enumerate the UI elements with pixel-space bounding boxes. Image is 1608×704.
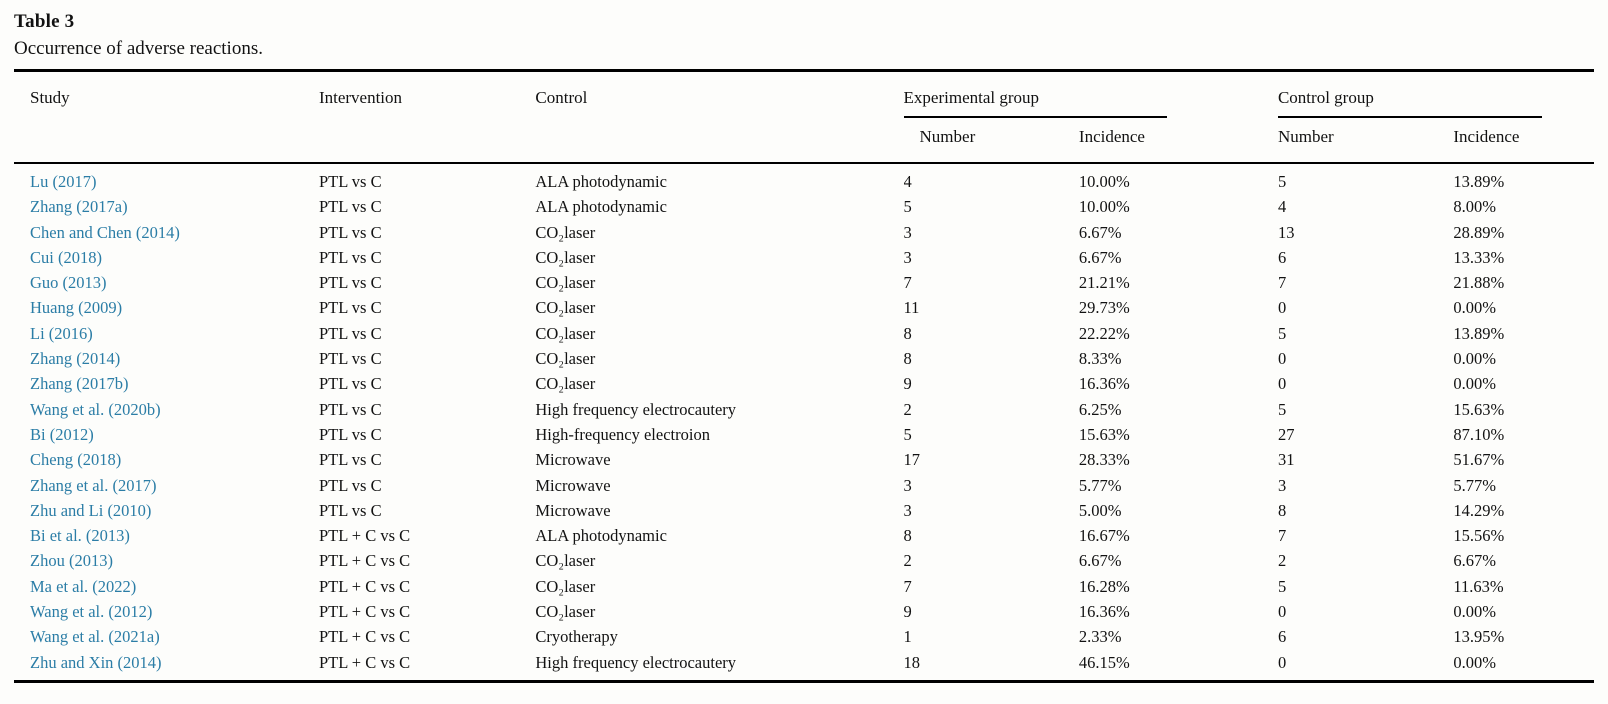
cell-filler bbox=[1542, 245, 1594, 270]
cell-spacer bbox=[1167, 295, 1278, 320]
cell-ctrl-number: 5 bbox=[1277, 172, 1287, 191]
cell-exp-incidence: 8.33% bbox=[1078, 349, 1122, 369]
cell-filler bbox=[1542, 599, 1594, 624]
table-row bbox=[14, 346, 1594, 371]
table-row bbox=[14, 624, 1594, 649]
table-row bbox=[14, 498, 1594, 523]
cell-exp-incidence: 6.67% bbox=[1078, 247, 1122, 267]
study-citation-link[interactable]: Cui (2018) bbox=[30, 247, 102, 267]
cell-exp-number: 5 bbox=[903, 197, 912, 217]
table-row bbox=[14, 163, 1594, 194]
cell-control: CO₂laser bbox=[535, 222, 596, 242]
cell-filler bbox=[1542, 473, 1594, 498]
cell-spacer bbox=[1167, 574, 1278, 599]
cell-filler bbox=[1542, 548, 1594, 573]
cell-intervention: PTL + C vs C bbox=[318, 576, 411, 596]
cell-exp-number: 7 bbox=[903, 576, 912, 596]
table-row bbox=[14, 220, 1594, 245]
cell-ctrl-number: 5 bbox=[1277, 399, 1287, 419]
cell-intervention: PTL + C vs C bbox=[318, 627, 411, 647]
column-filler bbox=[1542, 71, 1594, 164]
cell-filler bbox=[1542, 624, 1594, 649]
cell-control: CO₂laser bbox=[535, 298, 596, 318]
cell-control: High frequency electrocautery bbox=[535, 652, 737, 672]
cell-control: Cryotherapy bbox=[535, 627, 618, 647]
cell-exp-incidence: 15.63% bbox=[1078, 424, 1130, 444]
cell-ctrl-number: 0 bbox=[1277, 298, 1287, 318]
cell-control: ALA photodynamic bbox=[535, 526, 667, 546]
cell-filler bbox=[1542, 650, 1594, 682]
cell-spacer bbox=[1167, 447, 1278, 472]
cell-exp-incidence: 5.00% bbox=[1078, 500, 1122, 520]
cell-control: CO₂laser bbox=[535, 273, 596, 293]
adverse-reactions-table bbox=[14, 69, 1594, 683]
cell-intervention: PTL vs C bbox=[318, 197, 382, 217]
study-citation-link[interactable]: Zhu and Li (2010) bbox=[30, 500, 152, 520]
table-row bbox=[14, 422, 1594, 447]
cell-spacer bbox=[1167, 371, 1278, 396]
study-citation-link[interactable]: Zhou (2013) bbox=[30, 551, 113, 571]
cell-ctrl-incidence: 87.10% bbox=[1453, 424, 1505, 444]
table-row bbox=[14, 447, 1594, 472]
cell-spacer bbox=[1167, 599, 1278, 624]
cell-spacer bbox=[1167, 624, 1278, 649]
table-row bbox=[14, 321, 1594, 346]
table-row bbox=[14, 194, 1594, 219]
cell-exp-incidence: 46.15% bbox=[1078, 652, 1130, 672]
cell-filler bbox=[1542, 523, 1594, 548]
cell-intervention: PTL + C vs C bbox=[318, 602, 411, 622]
cell-exp-number: 8 bbox=[903, 323, 912, 343]
study-citation-link[interactable]: Wang et al. (2021a) bbox=[30, 627, 160, 647]
cell-filler bbox=[1542, 397, 1594, 422]
cell-control: ALA photodynamic bbox=[535, 197, 667, 217]
cell-ctrl-incidence: 11.63% bbox=[1453, 576, 1504, 596]
column-header-ctrl-number: Number bbox=[1277, 127, 1334, 146]
header-row-groups bbox=[14, 71, 1594, 118]
cell-ctrl-number: 3 bbox=[1277, 475, 1287, 495]
cell-control: CO₂laser bbox=[535, 576, 596, 596]
cell-intervention: PTL + C vs C bbox=[318, 526, 411, 546]
cell-intervention: PTL vs C bbox=[318, 500, 382, 520]
cell-ctrl-number: 31 bbox=[1277, 450, 1295, 470]
cell-spacer bbox=[1167, 422, 1278, 447]
cell-intervention: PTL vs C bbox=[318, 222, 382, 242]
cell-exp-number: 17 bbox=[903, 450, 921, 470]
cell-filler bbox=[1542, 220, 1594, 245]
column-header-ctrl-incidence: Incidence bbox=[1453, 127, 1520, 146]
study-citation-link[interactable]: Zhang (2017b) bbox=[30, 374, 129, 394]
column-spacer bbox=[1167, 71, 1278, 164]
cell-exp-incidence: 6.67% bbox=[1078, 551, 1122, 571]
cell-ctrl-number: 13 bbox=[1277, 222, 1295, 242]
cell-filler bbox=[1542, 321, 1594, 346]
cell-exp-number: 8 bbox=[903, 349, 912, 369]
cell-ctrl-incidence: 28.89% bbox=[1453, 222, 1505, 242]
cell-ctrl-incidence: 0.00% bbox=[1453, 298, 1496, 318]
cell-intervention: PTL vs C bbox=[318, 298, 382, 318]
cell-exp-number: 7 bbox=[903, 273, 912, 293]
cell-ctrl-incidence: 13.95% bbox=[1453, 627, 1505, 647]
cell-ctrl-incidence: 15.63% bbox=[1453, 399, 1505, 419]
cell-ctrl-number: 6 bbox=[1277, 627, 1287, 647]
cell-intervention: PTL vs C bbox=[318, 323, 382, 343]
cell-ctrl-incidence: 51.67% bbox=[1453, 450, 1505, 470]
table-row bbox=[14, 599, 1594, 624]
table-row bbox=[14, 650, 1594, 682]
cell-control: CO₂laser bbox=[535, 323, 596, 343]
cell-filler bbox=[1542, 498, 1594, 523]
cell-intervention: PTL vs C bbox=[318, 424, 382, 444]
study-citation-link[interactable]: Huang (2009) bbox=[30, 298, 123, 318]
cell-ctrl-incidence: 13.33% bbox=[1453, 247, 1505, 267]
cell-control: CO₂laser bbox=[535, 247, 596, 267]
cell-exp-number: 18 bbox=[903, 652, 921, 672]
cell-ctrl-incidence: 8.00% bbox=[1453, 197, 1496, 217]
cell-exp-number: 8 bbox=[903, 526, 912, 546]
cell-spacer bbox=[1167, 163, 1278, 194]
cell-ctrl-incidence: 13.89% bbox=[1453, 323, 1505, 343]
cell-exp-incidence: 6.25% bbox=[1078, 399, 1122, 419]
cell-ctrl-number: 4 bbox=[1277, 197, 1287, 217]
cell-ctrl-incidence: 13.89% bbox=[1453, 172, 1505, 191]
study-citation-link[interactable]: Guo (2013) bbox=[30, 273, 107, 293]
study-citation-link[interactable]: Bi et al. (2013) bbox=[30, 526, 130, 546]
cell-ctrl-number: 0 bbox=[1277, 602, 1287, 622]
study-citation-link[interactable]: Ma et al. (2022) bbox=[30, 576, 137, 596]
table-header bbox=[14, 71, 1594, 164]
cell-exp-incidence: 28.33% bbox=[1078, 450, 1130, 470]
study-citation-link[interactable]: Wang et al. (2020b) bbox=[30, 399, 161, 419]
cell-filler bbox=[1542, 194, 1594, 219]
column-group-control: Control group bbox=[1278, 71, 1542, 118]
cell-filler bbox=[1542, 574, 1594, 599]
cell-ctrl-number: 0 bbox=[1277, 349, 1287, 369]
cell-exp-number: 9 bbox=[903, 374, 912, 394]
cell-ctrl-incidence: 21.88% bbox=[1453, 273, 1505, 293]
cell-exp-incidence: 16.67% bbox=[1078, 526, 1130, 546]
study-citation-link[interactable]: Bi (2012) bbox=[30, 424, 94, 444]
cell-control: ALA photodynamic bbox=[535, 172, 667, 191]
table-row bbox=[14, 548, 1594, 573]
cell-filler bbox=[1542, 447, 1594, 472]
column-header-intervention: Intervention bbox=[318, 88, 403, 107]
cell-control: High-frequency electroion bbox=[535, 424, 710, 444]
cell-filler bbox=[1542, 422, 1594, 447]
cell-intervention: PTL + C vs C bbox=[318, 551, 411, 571]
table-row bbox=[14, 371, 1594, 396]
cell-ctrl-number: 7 bbox=[1277, 526, 1287, 546]
cell-exp-incidence: 10.00% bbox=[1078, 172, 1130, 191]
cell-ctrl-number: 5 bbox=[1277, 323, 1287, 343]
cell-exp-number: 3 bbox=[903, 475, 912, 495]
cell-ctrl-incidence: 6.67% bbox=[1453, 551, 1496, 571]
cell-exp-incidence: 5.77% bbox=[1078, 475, 1122, 495]
cell-exp-number: 1 bbox=[903, 627, 912, 647]
table-row bbox=[14, 397, 1594, 422]
cell-intervention: PTL vs C bbox=[318, 399, 382, 419]
study-citation-link[interactable]: Zhang (2017a) bbox=[30, 197, 128, 217]
study-citation-link[interactable]: Zhang (2014) bbox=[30, 349, 121, 369]
cell-control: CO₂laser bbox=[535, 374, 596, 394]
cell-intervention: PTL + C vs C bbox=[318, 652, 411, 672]
table-body bbox=[14, 163, 1594, 681]
cell-intervention: PTL vs C bbox=[318, 273, 382, 293]
cell-control: CO₂laser bbox=[535, 349, 596, 369]
cell-ctrl-incidence: 0.00% bbox=[1453, 652, 1496, 672]
cell-exp-incidence: 10.00% bbox=[1078, 197, 1130, 217]
table-caption: Occurrence of adverse reactions. bbox=[14, 38, 263, 59]
cell-exp-number: 9 bbox=[903, 602, 912, 622]
cell-ctrl-number: 0 bbox=[1277, 374, 1287, 394]
cell-filler bbox=[1542, 371, 1594, 396]
cell-exp-number: 2 bbox=[903, 551, 912, 571]
table-row bbox=[14, 245, 1594, 270]
cell-exp-incidence: 6.67% bbox=[1078, 222, 1122, 242]
column-header-exp-incidence: Incidence bbox=[1078, 127, 1145, 146]
cell-control: Microwave bbox=[535, 475, 611, 495]
cell-control: Microwave bbox=[535, 500, 611, 520]
cell-intervention: PTL vs C bbox=[318, 450, 382, 470]
cell-ctrl-number: 27 bbox=[1277, 424, 1295, 444]
cell-ctrl-number: 6 bbox=[1277, 247, 1287, 267]
study-citation-link[interactable]: Zhu and Xin (2014) bbox=[30, 652, 162, 672]
study-citation-link[interactable]: Lu (2017) bbox=[30, 172, 97, 191]
cell-ctrl-incidence: 0.00% bbox=[1453, 374, 1496, 394]
cell-spacer bbox=[1167, 548, 1278, 573]
cell-spacer bbox=[1167, 473, 1278, 498]
cell-ctrl-incidence: 0.00% bbox=[1453, 602, 1496, 622]
cell-intervention: PTL vs C bbox=[318, 475, 382, 495]
cell-spacer bbox=[1167, 245, 1278, 270]
cell-exp-incidence: 21.21% bbox=[1078, 273, 1130, 293]
cell-intervention: PTL vs C bbox=[318, 349, 382, 369]
cell-intervention: PTL vs C bbox=[318, 172, 382, 191]
cell-control: CO₂laser bbox=[535, 551, 596, 571]
cell-spacer bbox=[1167, 346, 1278, 371]
cell-ctrl-number: 5 bbox=[1277, 576, 1287, 596]
cell-intervention: PTL vs C bbox=[318, 374, 382, 394]
cell-control: Microwave bbox=[535, 450, 611, 470]
cell-exp-number: 2 bbox=[903, 399, 912, 419]
study-citation-link[interactable]: Chen and Chen (2014) bbox=[30, 222, 180, 242]
column-header-control: Control bbox=[535, 88, 588, 107]
cell-exp-incidence: 29.73% bbox=[1078, 298, 1130, 318]
cell-exp-number: 4 bbox=[903, 172, 912, 191]
cell-ctrl-number: 2 bbox=[1277, 551, 1287, 571]
cell-filler bbox=[1542, 163, 1594, 194]
study-citation-link[interactable]: Li (2016) bbox=[30, 323, 93, 343]
column-header-study: Study bbox=[30, 88, 70, 107]
cell-exp-number: 11 bbox=[903, 298, 920, 318]
cell-spacer bbox=[1167, 270, 1278, 295]
cell-filler bbox=[1542, 270, 1594, 295]
cell-intervention: PTL vs C bbox=[318, 247, 382, 267]
study-citation-link[interactable]: Wang et al. (2012) bbox=[30, 602, 153, 622]
study-citation-link[interactable]: Zhang et al. (2017) bbox=[30, 475, 157, 495]
cell-filler bbox=[1542, 346, 1594, 371]
table-title: Table 3 bbox=[14, 11, 75, 32]
table-row bbox=[14, 574, 1594, 599]
column-header-exp-number: Number bbox=[919, 127, 976, 146]
cell-ctrl-incidence: 14.29% bbox=[1453, 500, 1505, 520]
cell-control: High frequency electrocautery bbox=[535, 399, 737, 419]
cell-ctrl-incidence: 0.00% bbox=[1453, 349, 1496, 369]
cell-spacer bbox=[1167, 220, 1278, 245]
study-citation-link[interactable]: Cheng (2018) bbox=[30, 450, 122, 470]
cell-ctrl-incidence: 15.56% bbox=[1453, 526, 1505, 546]
cell-ctrl-number: 7 bbox=[1277, 273, 1287, 293]
cell-exp-incidence: 16.28% bbox=[1078, 576, 1130, 596]
cell-spacer bbox=[1167, 194, 1278, 219]
cell-exp-incidence: 16.36% bbox=[1078, 374, 1130, 394]
cell-exp-number: 3 bbox=[903, 222, 912, 242]
cell-ctrl-number: 0 bbox=[1277, 652, 1287, 672]
cell-exp-incidence: 22.22% bbox=[1078, 323, 1130, 343]
cell-spacer bbox=[1167, 650, 1278, 682]
cell-ctrl-number: 8 bbox=[1277, 500, 1287, 520]
cell-exp-number: 5 bbox=[903, 424, 912, 444]
table-row bbox=[14, 473, 1594, 498]
cell-spacer bbox=[1167, 397, 1278, 422]
table-row bbox=[14, 270, 1594, 295]
cell-spacer bbox=[1167, 498, 1278, 523]
cell-exp-incidence: 2.33% bbox=[1078, 627, 1122, 647]
cell-exp-incidence: 16.36% bbox=[1078, 602, 1130, 622]
column-group-experimental: Experimental group bbox=[904, 71, 1168, 118]
cell-ctrl-incidence: 5.77% bbox=[1453, 475, 1496, 495]
cell-control: CO₂laser bbox=[535, 602, 596, 622]
cell-exp-number: 3 bbox=[903, 500, 912, 520]
cell-spacer bbox=[1167, 523, 1278, 548]
cell-filler bbox=[1542, 295, 1594, 320]
cell-spacer bbox=[1167, 321, 1278, 346]
table-row bbox=[14, 295, 1594, 320]
table-row bbox=[14, 523, 1594, 548]
cell-exp-number: 3 bbox=[903, 247, 912, 267]
